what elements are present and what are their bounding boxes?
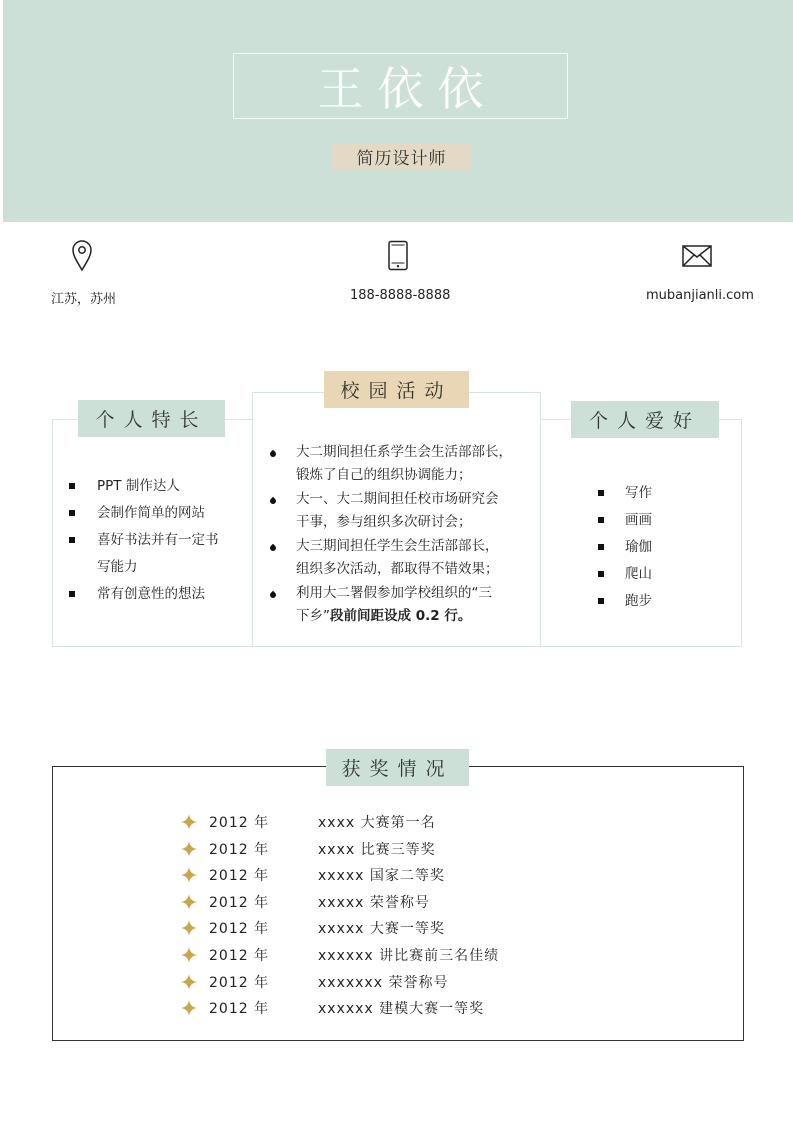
star-icon: [181, 947, 197, 963]
list-item: 大二期间担任系学生会生活部部长， 锻炼了自己的组织协调能力；: [296, 441, 532, 487]
campus-list: [296, 441, 532, 628]
list-item: PPT 制作达人: [97, 473, 219, 500]
star-icon: [181, 814, 197, 830]
list-item: 常有创意性的想法: [97, 581, 219, 608]
header-banner: [3, 0, 793, 222]
spacing-note: 段前间距设成 0.2 行。: [330, 608, 472, 624]
list-item: 大一、大二期间担任校市场研究会 干事，参与组织多次研讨会；: [296, 488, 532, 534]
star-icon: [181, 867, 197, 883]
list-item: 大三期间担任学生会生活部部长， 组织多次活动，都取得不错效果；: [296, 535, 532, 581]
list-item: 喜好书法并有一定书: [97, 527, 219, 554]
hobbies-list: [625, 480, 652, 615]
star-icon: [181, 1000, 197, 1016]
list-item: 利用大二署假参加学校组织的“三 下乡”段前间距设成 0.2 行。: [296, 582, 532, 628]
envelope-icon: [682, 245, 712, 271]
website-text[interactable]: mubanjianli.com: [646, 288, 754, 303]
job-title-badge: 简历设计师: [331, 143, 472, 170]
awards-panel: 2012 年 xxxx 大赛第一名 2012 年 xxxx 比赛三等奖 2012 年 xxxxx 国家二等奖 2012 年 xxxxx 荣誉称号 2012 年 xxxxx 大赛一等奖 2012 年 xxxxxx 讲比赛前三名佳绩 2012 年 xxxxxxx 荣誉称号 2012 年 xxxxxx 建模大赛一等奖: [52, 766, 744, 1041]
list-item: 画画: [625, 507, 652, 534]
location-text: 江苏，苏州: [51, 292, 117, 307]
list-item: 跑步: [625, 588, 652, 615]
person-name: 王依依: [317, 62, 498, 116]
campus-heading: 校园活动: [324, 371, 469, 408]
phone-text: 188-8888-8888: [350, 288, 451, 303]
hobbies-panel: [540, 419, 742, 647]
star-icon: [181, 894, 197, 910]
campus-panel: [252, 392, 541, 647]
awards-heading: 获奖情况: [326, 749, 469, 786]
hobbies-heading: 个人爱好: [571, 401, 719, 438]
list-item: 瑜伽: [625, 534, 652, 561]
skills-heading: 个人特长: [78, 400, 225, 437]
list-item: 会制作简单的网站: [97, 500, 219, 527]
mobile-phone-icon: [387, 240, 409, 276]
map-pin-icon: [71, 240, 93, 276]
star-icon: [181, 841, 197, 857]
name-frame: [233, 53, 568, 119]
skills-list: [97, 473, 219, 608]
skills-panel: [52, 419, 253, 647]
list-item: 写作: [625, 480, 652, 507]
list-item: 爬山: [625, 561, 652, 588]
star-icon: [181, 974, 197, 990]
list-item-continuation: 写能力: [97, 559, 138, 575]
star-icon: [181, 920, 197, 936]
